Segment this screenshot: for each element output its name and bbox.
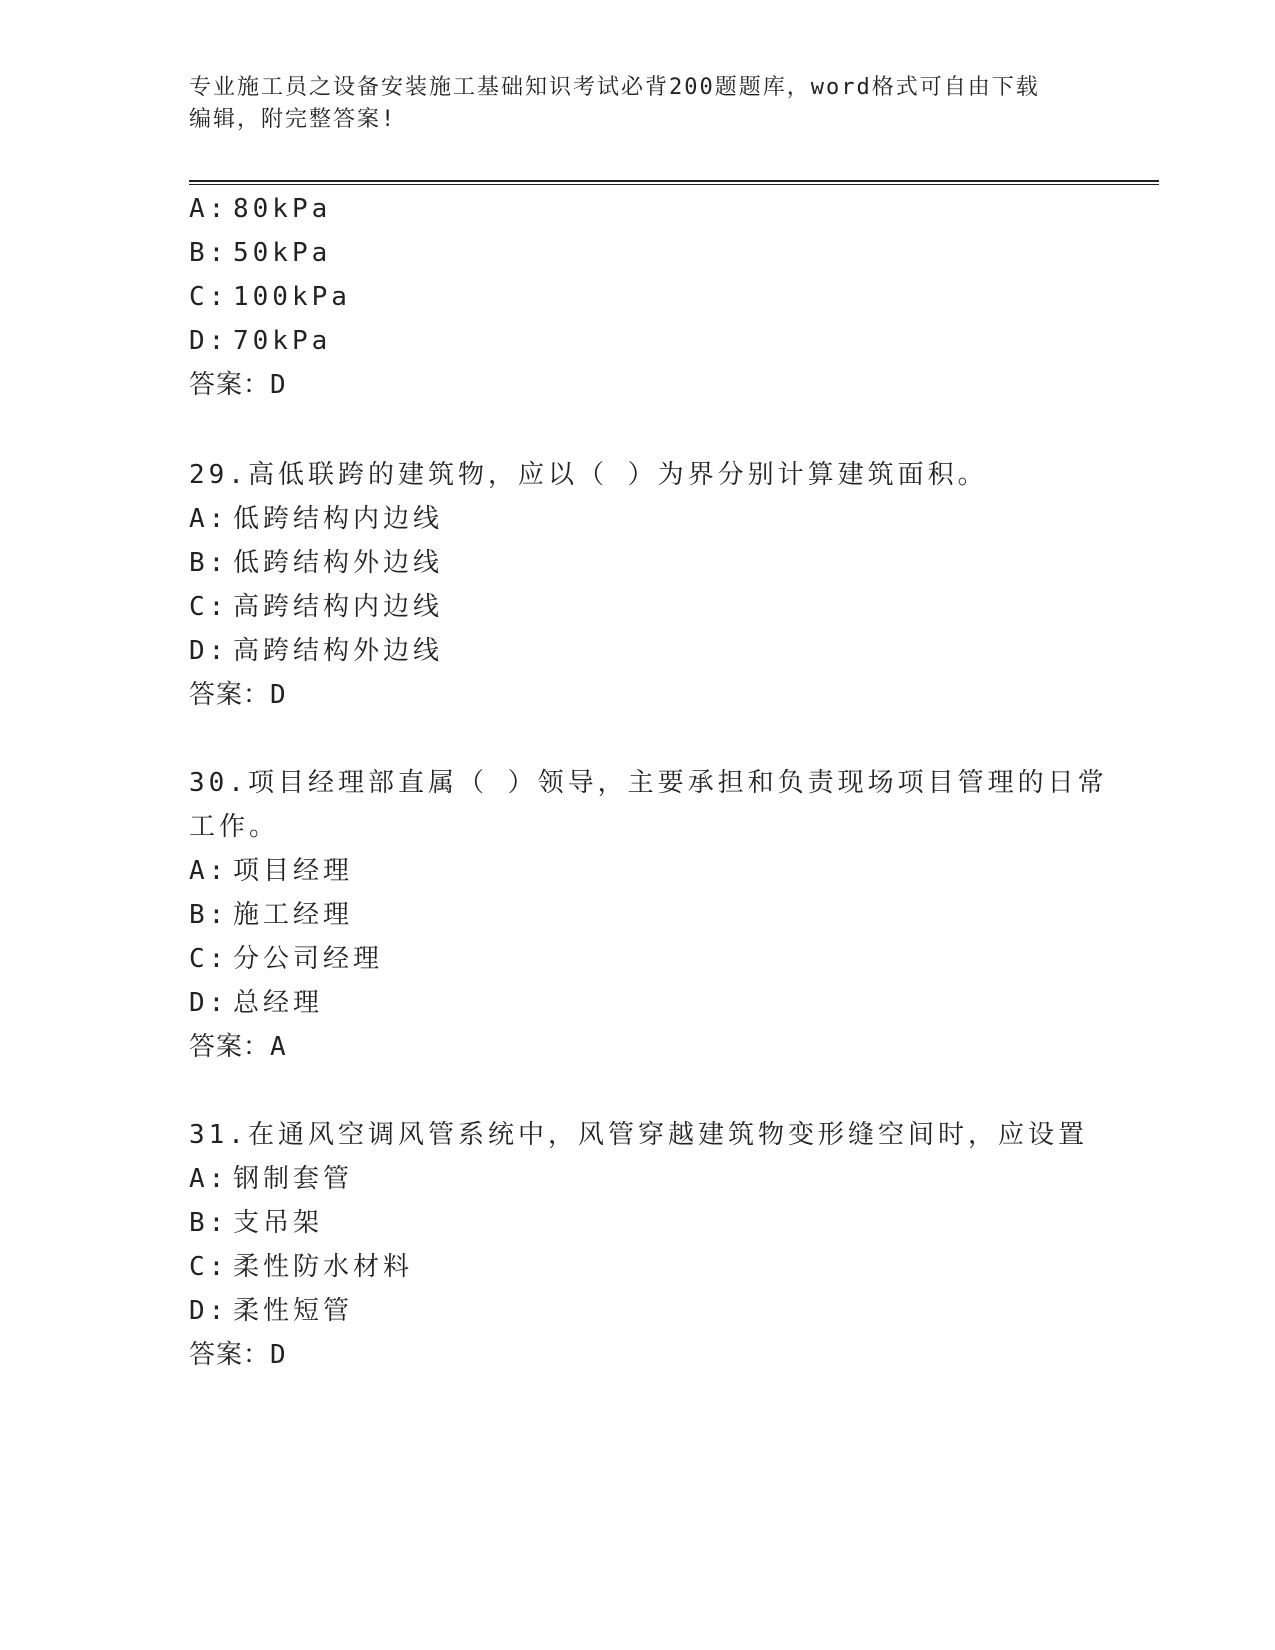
q28-option-a [189,194,331,224]
option-text: 高跨结构外边线 [233,636,444,666]
q29-option-c [189,592,443,622]
q28-option-b [189,238,331,268]
option-label: A: [189,856,229,886]
option-label: D: [189,326,229,356]
option-text: 低跨结构外边线 [233,548,444,578]
answer-value: D [270,1340,287,1370]
q30-option-c [189,944,383,974]
option-text: 低跨结构内边线 [233,504,444,534]
option-label: D: [189,1296,229,1326]
option-text: 70kPa [233,326,332,356]
answer-label: 答案： [189,370,271,400]
q29-stem: 29.高低联跨的建筑物，应以（ ）为界分别计算建筑面积。 [189,460,988,490]
q30-option-d [189,988,323,1018]
q31-option-a [189,1164,353,1194]
q30-option-b [189,900,353,930]
option-text: 总经理 [233,988,324,1018]
q29-option-d [189,636,443,666]
option-label: C: [189,1252,229,1282]
answer-value: D [270,680,287,710]
option-text: 柔性防水材料 [233,1252,414,1282]
option-text: 80kPa [233,194,332,224]
option-text: 50kPa [233,238,332,268]
option-text: 施工经理 [233,900,354,930]
option-label: A: [189,1164,229,1194]
q30-option-a [189,856,353,886]
document-header [189,72,1089,136]
option-label: B: [189,548,229,578]
option-text: 柔性短管 [233,1296,354,1326]
option-label: D: [189,636,229,666]
option-label: C: [189,282,229,312]
option-text: 项目经理 [233,856,354,886]
header-line-2: 编辑，附完整答案! [189,107,397,132]
option-label: B: [189,1208,229,1238]
header-line-1: 专业施工员之设备安装施工基础知识考试必背200题题库，word格式可自由下载 [189,75,1040,100]
option-label: A: [189,504,229,534]
q31-option-d [189,1296,353,1326]
option-label: B: [189,900,229,930]
q28-option-c [189,282,351,312]
q31-option-b [189,1208,323,1238]
answer-label: 答案： [189,680,271,710]
option-label: C: [189,944,229,974]
q29-answer [189,680,287,710]
q30-stem-line-2: 工作。 [189,812,280,842]
answer-value: D [270,370,287,400]
header-rule-thick [189,180,1159,182]
q28-answer [189,370,287,400]
answer-label: 答案： [189,1340,271,1370]
option-text: 支吊架 [233,1208,324,1238]
q31-answer [189,1340,287,1370]
q29-option-a [189,504,443,534]
option-text: 钢制套管 [233,1164,354,1194]
answer-label: 答案： [189,1032,271,1062]
option-text: 100kPa [233,282,351,312]
q29-option-b [189,548,443,578]
option-label: A: [189,194,229,224]
header-rule-thin [189,184,1159,185]
q28-option-d [189,326,331,356]
option-label: C: [189,592,229,622]
option-text: 高跨结构内边线 [233,592,444,622]
q31-stem: 31.在通风空调风管系统中，风管穿越建筑物变形缝空间时，应设置 [189,1120,1088,1150]
q30-answer [189,1032,287,1062]
q30-stem-line-1: 30.项目经理部直属（ ）领导，主要承担和负责现场项目管理的日常 [189,768,1108,798]
option-text: 分公司经理 [233,944,384,974]
option-label: D: [189,988,229,1018]
q31-option-c [189,1252,413,1282]
option-label: B: [189,238,229,268]
answer-value: A [270,1032,287,1062]
